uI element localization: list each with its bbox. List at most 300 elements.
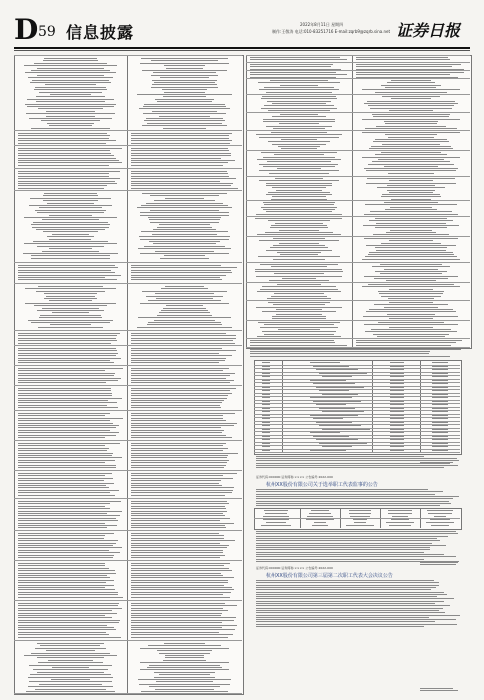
left-table-text [154,200,216,201]
left-table-text [131,629,235,630]
right-table-text [364,324,458,325]
list-row-rule [254,452,460,453]
left-table-text [151,60,219,61]
left-table-text [144,120,225,121]
right-table-text [364,276,458,277]
left-table-text [18,589,115,590]
left-table-text [131,343,235,344]
right-table-text [376,126,446,127]
right-table-text [256,134,343,135]
list-cell-text [262,436,270,437]
left-table-text [155,689,214,690]
right-table-text [280,254,318,255]
left-table-text [18,138,109,139]
left-table-text [131,540,235,541]
left-table-text [49,248,91,249]
left-table-text [37,310,105,311]
right-table-text [274,273,324,274]
section-title: 信息披露 [66,23,135,42]
list-cell-text [262,369,270,370]
right-table-text [266,92,333,93]
left-table-text [148,300,221,301]
left-table-text [51,679,91,680]
announcement-2-code: 证券代码:000000 证券简称:×××× 公告编号:2022-000 [256,566,333,570]
announcement-1-text [256,547,430,548]
left-table-text [131,388,236,389]
left-table-text [31,70,111,71]
list-row-rule [254,407,460,408]
left-table-text [131,395,228,396]
right-table-text [388,298,434,299]
right-table-row-rule [246,62,470,63]
list-cell-text [262,373,270,374]
right-table-text [388,137,435,138]
announcement-2-text [256,580,434,581]
right-table-text [271,266,326,267]
left-table-text [18,432,119,433]
right-table-text [387,82,434,83]
right-table-text [389,302,434,303]
list-cell-text [262,408,270,409]
right-table-text [378,159,445,160]
right-table-text [382,96,440,97]
right-table-text [384,307,438,308]
announcement-1-text [256,501,449,502]
right-table-text [384,269,438,270]
left-table-text [30,198,111,199]
left-table-text [131,390,230,391]
left-table-text [131,570,232,571]
left-table-text [142,70,226,71]
list-cell-text [262,450,270,451]
left-table-text [18,443,120,444]
left-table-text [43,231,97,232]
left-table-text [18,355,116,356]
page-letter: D [14,13,39,46]
right-table-text [356,77,458,78]
right-table-text [268,141,330,142]
left-table-text [18,617,112,618]
left-table-text [131,523,234,524]
ann1-cell-text [392,516,408,517]
right-table-text [268,302,330,303]
left-table-text [36,96,105,97]
left-table-text [18,565,105,566]
ann1-cell-text [388,513,412,514]
list-cell-text [262,439,270,440]
right-table-text [375,154,447,155]
right-table-text [367,178,456,179]
list-cell-text [432,401,448,402]
announcement-2-text [256,587,436,588]
left-table-text [18,527,107,528]
left-table-text [131,171,227,172]
list-cell-text [390,387,404,388]
right-table-text [387,314,436,315]
left-table-text [40,315,100,316]
right-table-text [389,180,433,181]
left-table-row-rule [14,130,242,131]
left-table-text [18,423,113,424]
list-cell-text [390,429,404,430]
header-rule [14,47,470,49]
left-table-text [131,420,226,421]
right-table-text [256,214,342,215]
list-cell-text [390,380,404,381]
list-cell-text [310,450,346,451]
page-number: 59 [38,24,56,40]
right-table-row-rule [246,338,470,339]
right-table-text [263,209,334,210]
list-cell-text [432,387,448,388]
left-table-text [18,370,105,371]
left-table-row-rule [14,600,242,601]
left-table-text [18,610,112,611]
announcement-1-text [256,538,437,539]
right-table-row-rule [246,55,470,56]
left-table-text [39,207,103,208]
left-table-text [18,520,118,521]
right-table-text [375,271,447,272]
signoff-text [420,688,453,689]
left-table-text [154,320,215,321]
left-table-text [18,511,122,512]
list-footnote-text [256,460,424,461]
announcement-1-text [256,489,428,490]
right-table-text [389,110,433,111]
left-table-text [131,348,222,349]
announcement-1-text [256,556,456,557]
list-cell-text [262,404,270,405]
list-row-rule [254,403,460,404]
left-table-text [131,427,221,428]
left-table-text [43,60,98,61]
left-table-text [23,253,117,254]
list-cell-text [390,376,404,377]
left-table-text [131,465,226,466]
left-table-text [18,478,113,479]
right-table-text [381,85,441,86]
right-table-text [250,77,336,78]
list-row-rule [254,435,460,436]
left-table-text [40,645,100,646]
left-table-text [18,508,110,509]
left-table-text [25,303,115,304]
list-cell-text [432,383,448,384]
right-table-text [375,218,447,219]
left-table-text [131,520,220,521]
right-table-text [276,190,322,191]
left-table-text [35,87,107,88]
left-table-text [131,370,223,371]
left-table-text [18,162,122,163]
left-table-text [165,198,204,199]
right-table-text [365,331,456,332]
left-table-text [18,343,111,344]
left-table-text [18,525,117,526]
right-table-row-rule [246,236,470,237]
announcement-2-text [256,598,454,599]
left-table-text [18,398,122,399]
left-table-text [18,150,110,151]
list-row-rule [254,375,460,376]
right-table-text [259,137,339,138]
left-table-text [18,420,110,421]
list-footnote-text [256,467,444,468]
list-cell-text [390,436,404,437]
left-table-row-rule [14,190,242,191]
left-table-text [162,89,206,90]
left-table-text [30,82,111,83]
left-table-text [140,215,229,216]
ann1-cell-text [261,525,291,526]
right-table-text [264,324,334,325]
left-table-text [42,251,99,252]
left-table-text [26,113,116,114]
list-cell-text [432,425,448,426]
list-cell-text [262,415,270,416]
left-table-divider [127,55,128,693]
announcement-2-text [256,582,439,583]
left-table-text [38,108,102,109]
ann1-cell-text [350,516,371,517]
left-table-text [131,277,220,278]
left-table-text [18,368,123,369]
announcement-1-code: 证券代码:000000 证券简称:×××× 公告编号:2022-000 [256,475,333,479]
right-table-text [279,243,318,244]
right-table-text [256,307,343,308]
left-table-text [18,277,105,278]
left-table-text [141,205,228,206]
left-table-text [18,382,106,383]
left-table-text [131,423,237,424]
left-table-text [131,543,220,544]
right-table-text [261,152,337,153]
list-cell-text [432,411,448,412]
right-table-text [385,123,436,124]
right-table-text [385,209,438,210]
right-table-text [375,139,448,140]
left-table-text [42,219,99,220]
left-table-text [160,258,208,259]
left-table-text [149,686,220,687]
left-table-text [52,667,89,668]
list-cell-text [262,376,270,377]
right-table-text [277,168,322,169]
left-table-row-rule [14,640,242,641]
left-table-text [18,483,114,484]
left-table-text [140,669,228,670]
left-table-text [140,253,229,254]
right-table-text [362,119,460,120]
right-table-text [356,345,451,346]
right-table-text [375,92,447,93]
right-table-text [250,59,347,60]
left-table-text [131,453,238,454]
left-table-text [18,622,119,623]
left-table-text [18,173,109,174]
ann1-cell-text [427,510,454,511]
left-table-text [37,643,103,644]
left-table-text [131,448,228,449]
right-table-text [272,187,327,188]
left-table-text [49,215,92,216]
list-cell-text [262,387,270,388]
right-table-text [356,59,450,60]
right-note-text [250,353,429,354]
left-table-text [39,317,102,318]
list-cell-text [262,422,270,423]
left-table-text [47,203,94,204]
right-table-text [364,214,458,215]
left-table-text [131,555,225,556]
left-table-text [140,303,229,304]
right-table-text [279,230,320,231]
left-table-text [140,212,229,213]
left-table-text [140,239,229,240]
left-table-text [33,241,108,242]
right-table-text [389,192,432,193]
left-table-text [18,140,116,141]
right-table-text [387,190,436,191]
left-table-text [131,335,236,336]
list-cell-text [262,394,270,395]
left-table-text [18,143,106,144]
list-cell-text [390,432,404,433]
signoff-text [420,465,458,466]
announcement-1-text [256,531,456,532]
right-table-text [262,286,336,287]
left-table-text [18,165,109,166]
left-table-text [18,181,115,182]
left-table-text [18,445,105,446]
issue-date: 2022年8月11日 星期四 [300,22,344,27]
editor-line: 制作:王敬涛 电话:010-83251716 E-mail:zqrb9@zqrb.sina.net [272,29,391,34]
right-table-text [255,271,343,272]
list-cell-text [310,362,340,363]
list-cell-text [390,415,404,416]
left-table-text [44,293,98,294]
left-table-text [18,570,115,571]
list-cell-text [319,373,367,374]
right-table-text [368,164,454,165]
left-table-text [18,390,111,391]
left-table-text [131,605,237,606]
left-table-text [131,552,223,553]
left-table-text [131,393,232,394]
left-table-text [18,568,109,569]
left-table-text [31,258,109,259]
right-table-text [270,227,327,228]
left-table-text [131,148,228,149]
left-table-text [43,195,99,196]
right-table-text [271,296,327,297]
left-table-text [140,63,229,64]
right-table-text [272,196,325,197]
left-table-text [18,485,106,486]
left-table-text [18,402,117,403]
left-table-text [131,518,230,519]
left-table-text [131,443,226,444]
ann1-cell-text [391,519,408,520]
left-table-text [36,101,106,102]
left-table-text [131,375,230,376]
right-table-text [282,278,317,279]
left-table-text [18,265,115,266]
right-table-text [257,159,341,160]
left-table-text [144,246,226,247]
right-table-text [264,87,334,88]
list-cell-text [319,390,349,391]
right-table-text [389,240,434,241]
left-table-text [163,96,206,97]
right-table-text [362,157,459,158]
right-table-row-rule [246,347,470,348]
left-table-row-rule [14,560,242,561]
left-table-text [18,380,118,381]
left-table-text [153,72,217,73]
announcement-2-text [256,601,444,602]
left-table-text [131,506,225,507]
list-cell-text [310,380,346,381]
list-cell-text [262,362,270,363]
right-table-row-rule [246,112,470,113]
ann1-cell-text [264,510,288,511]
left-table-row-rule [14,440,242,441]
left-table-text [131,338,236,339]
list-cell-text [390,362,404,363]
announcement-2-text [256,619,456,620]
right-table-text [274,293,325,294]
list-cell-text [310,432,340,433]
list-cell-text [432,415,448,416]
left-table-text [34,63,106,64]
left-table-text [131,550,223,551]
left-table-text [131,445,223,446]
left-table-text [131,613,222,614]
left-table-text [164,65,204,66]
right-table-text [391,80,432,81]
left-table-text [131,620,234,621]
left-table-text [131,582,228,583]
left-table-text [157,650,213,651]
left-table-text [27,106,115,107]
list-cell-text [262,383,270,384]
right-table-text [381,243,442,244]
signoff-text [420,690,458,691]
left-table-text [18,450,107,451]
right-table-text [258,256,340,257]
left-table-text [46,296,94,297]
left-table-text [131,430,224,431]
left-table-text [18,448,109,449]
right-table-text [356,66,452,67]
right-table-text [263,157,334,158]
right-table-text [378,291,444,292]
left-table-text [18,340,117,341]
left-table-text [37,68,104,69]
right-table-row-rule [246,130,470,131]
announcement-1-text [256,505,440,506]
left-table-text [18,160,119,161]
announcement-2-text [256,621,435,622]
left-table-text [131,133,232,134]
left-table-row-rule [14,330,242,331]
list-cell-text [390,446,404,447]
left-table-text [131,478,233,479]
left-table-text [29,665,112,666]
list-cell-text [262,446,270,447]
